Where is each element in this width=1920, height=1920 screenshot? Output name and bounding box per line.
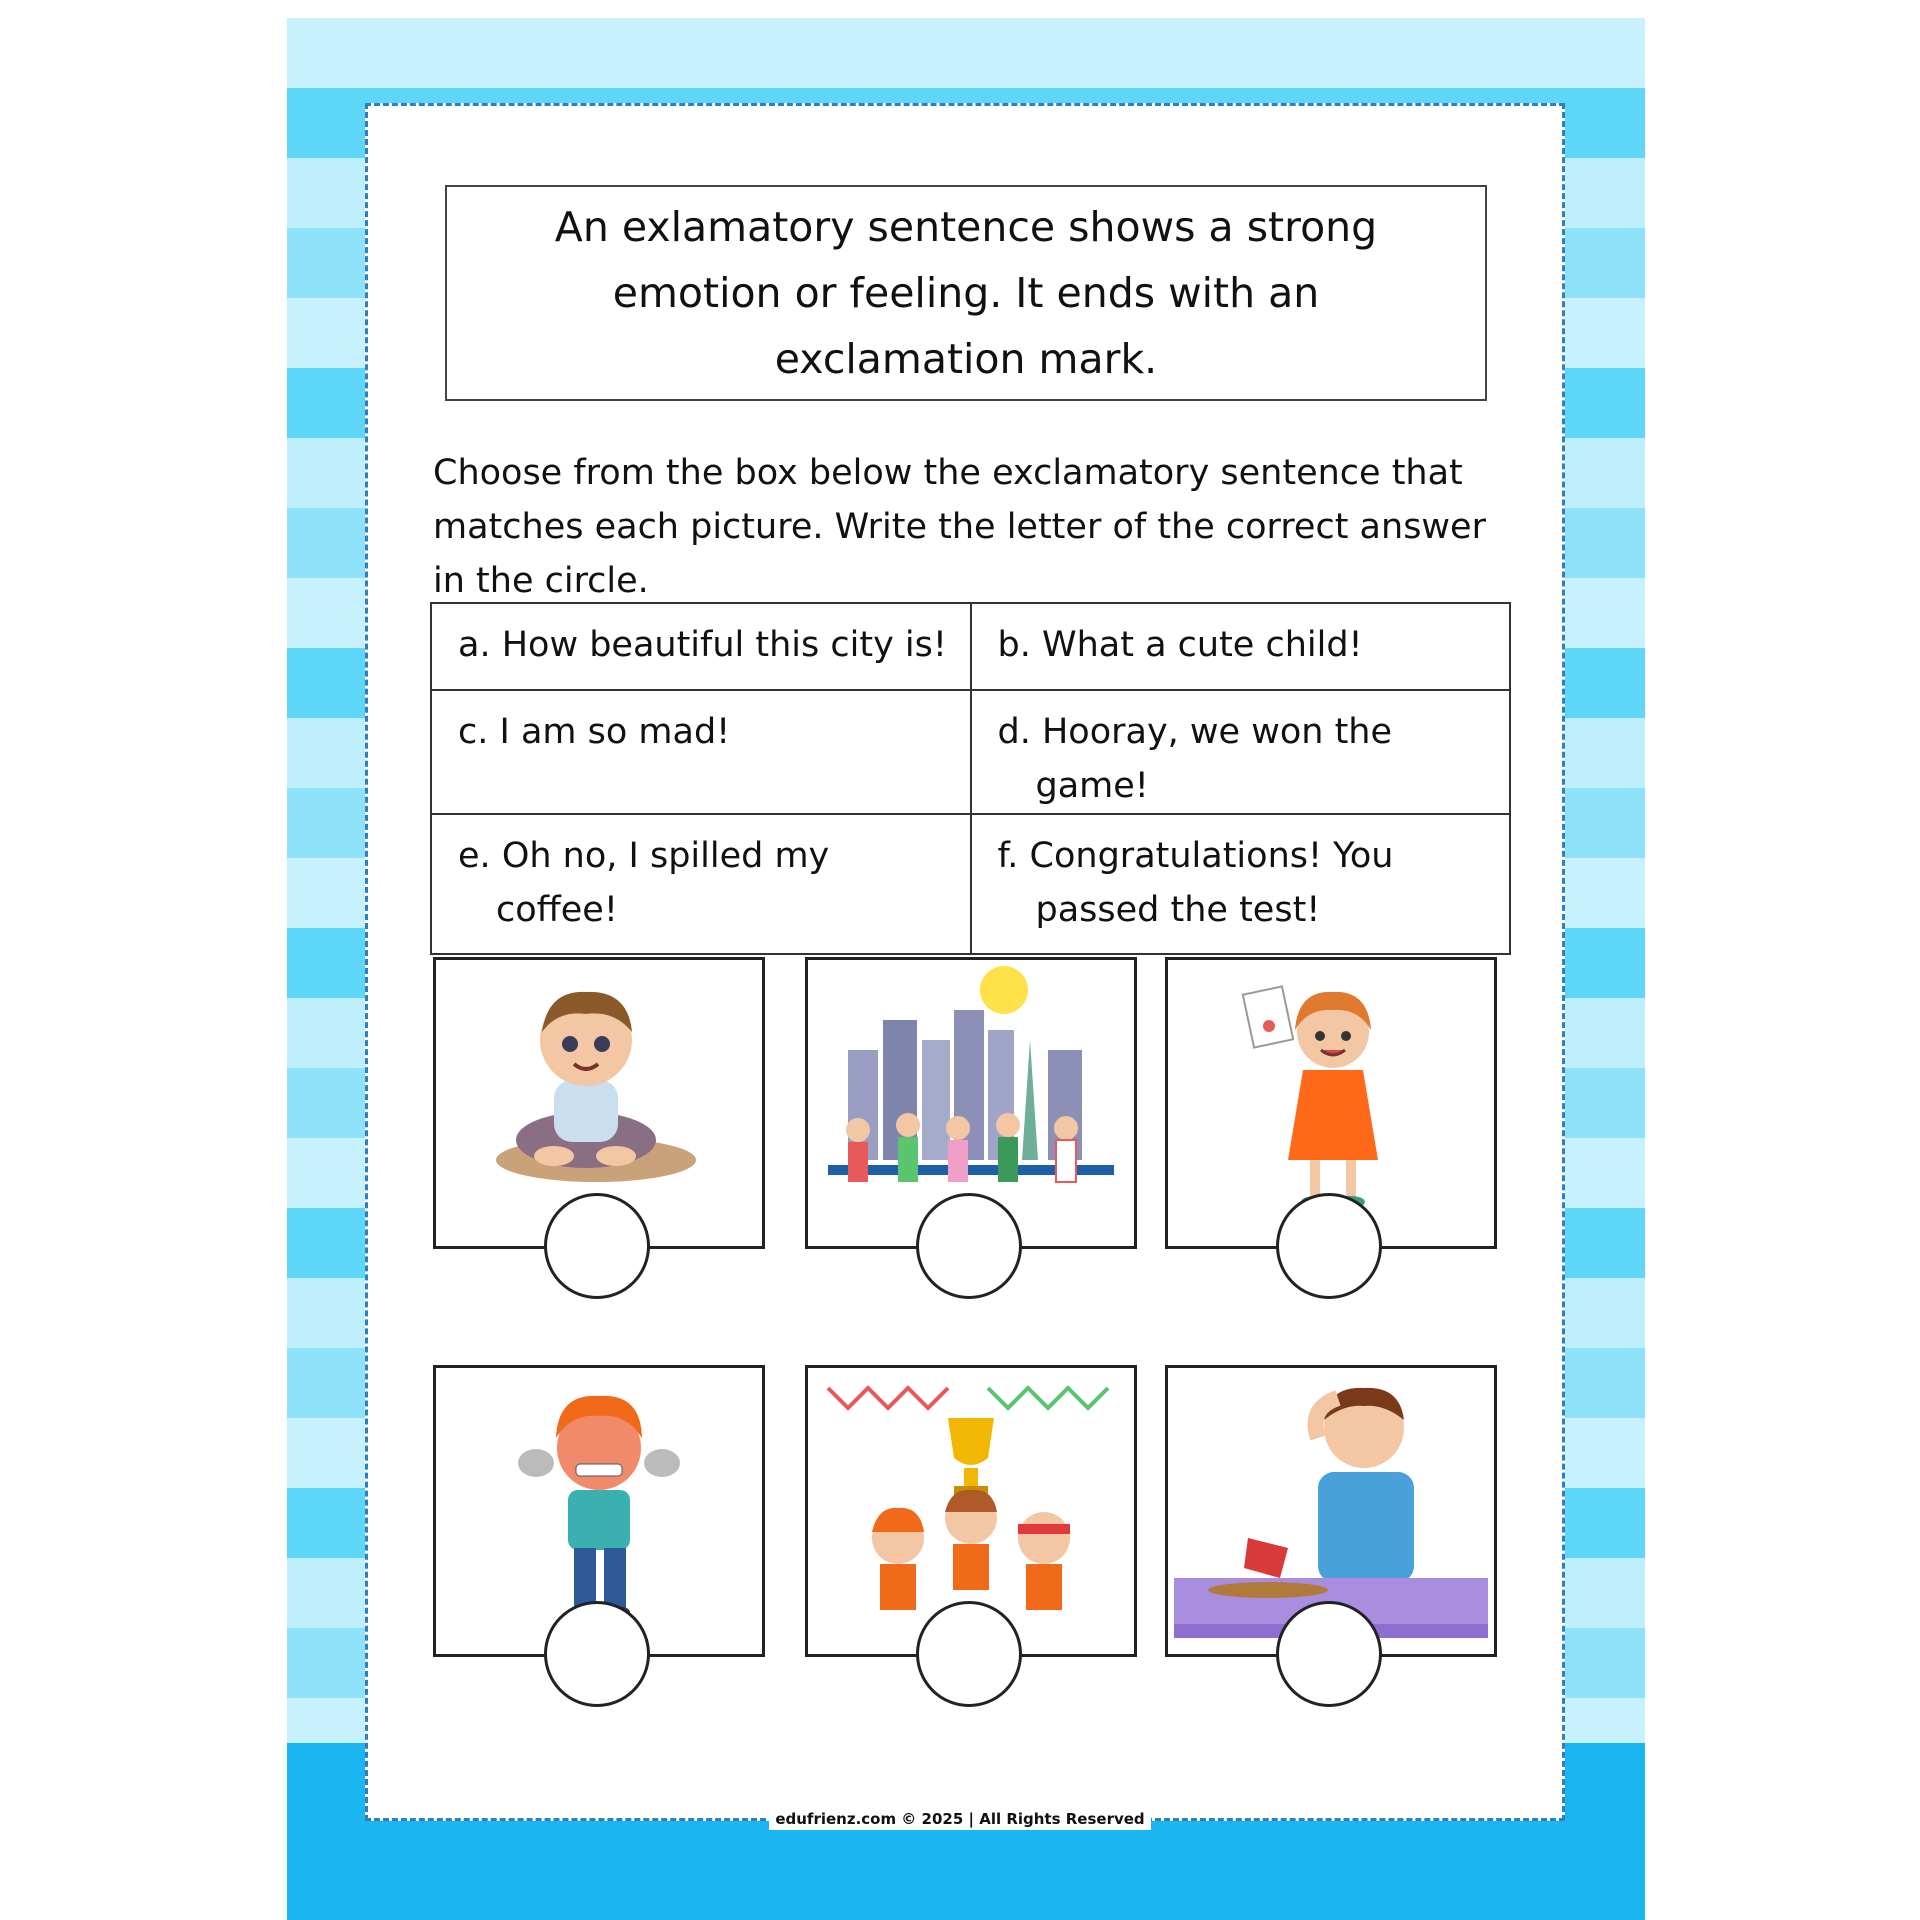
- answer-circle-2[interactable]: [916, 1193, 1022, 1299]
- footer-text: edufrienz.com © 2025 | All Rights Reserved: [769, 1808, 1150, 1830]
- option-letter: a.: [458, 625, 491, 665]
- instructions-text: Choose from the box below the exclamatory sentence that matches each picture. Write the letter of the correct answer in the circle.: [433, 453, 1486, 601]
- option-f: [971, 814, 1511, 954]
- option-text: Hooray, we won the game!: [1035, 712, 1393, 806]
- option-text: I am so mad!: [499, 712, 731, 752]
- answer-circle-3[interactable]: [1276, 1193, 1382, 1299]
- option-b: [971, 603, 1511, 690]
- option-e: [431, 814, 971, 954]
- picture-card-3: [1165, 957, 1497, 1249]
- option-c: [431, 690, 971, 814]
- option-text: Oh no, I spilled my coffee!: [496, 836, 830, 930]
- option-a: [431, 603, 971, 690]
- option-text: What a cute child!: [1041, 625, 1363, 665]
- option-d: [971, 690, 1511, 814]
- footer-copyright: [0, 1810, 1920, 1828]
- option-letter: e.: [458, 836, 491, 876]
- picture-card-6: [1165, 1365, 1497, 1657]
- options-table: [430, 602, 1511, 955]
- answer-circle-4[interactable]: [544, 1601, 650, 1707]
- definition-box: [445, 185, 1487, 401]
- option-letter: c.: [458, 712, 489, 752]
- option-letter: b.: [997, 625, 1031, 665]
- definition-text: An exlamatory sentence shows a strong emotion or feeling. It ends with an exclamation mark.: [554, 203, 1378, 383]
- picture-card-4: [433, 1365, 765, 1657]
- answer-circle-5[interactable]: [916, 1601, 1022, 1707]
- option-letter: f.: [997, 836, 1019, 876]
- answer-circle-6[interactable]: [1276, 1601, 1382, 1707]
- answer-circle-1[interactable]: [544, 1193, 650, 1299]
- option-text: How beautiful this city is!: [501, 625, 947, 665]
- picture-card-2: [805, 957, 1137, 1249]
- picture-card-1: [433, 957, 765, 1249]
- picture-card-5: [805, 1365, 1137, 1657]
- option-text: Congratulations! You passed the test!: [1029, 836, 1394, 930]
- option-letter: d.: [997, 712, 1031, 752]
